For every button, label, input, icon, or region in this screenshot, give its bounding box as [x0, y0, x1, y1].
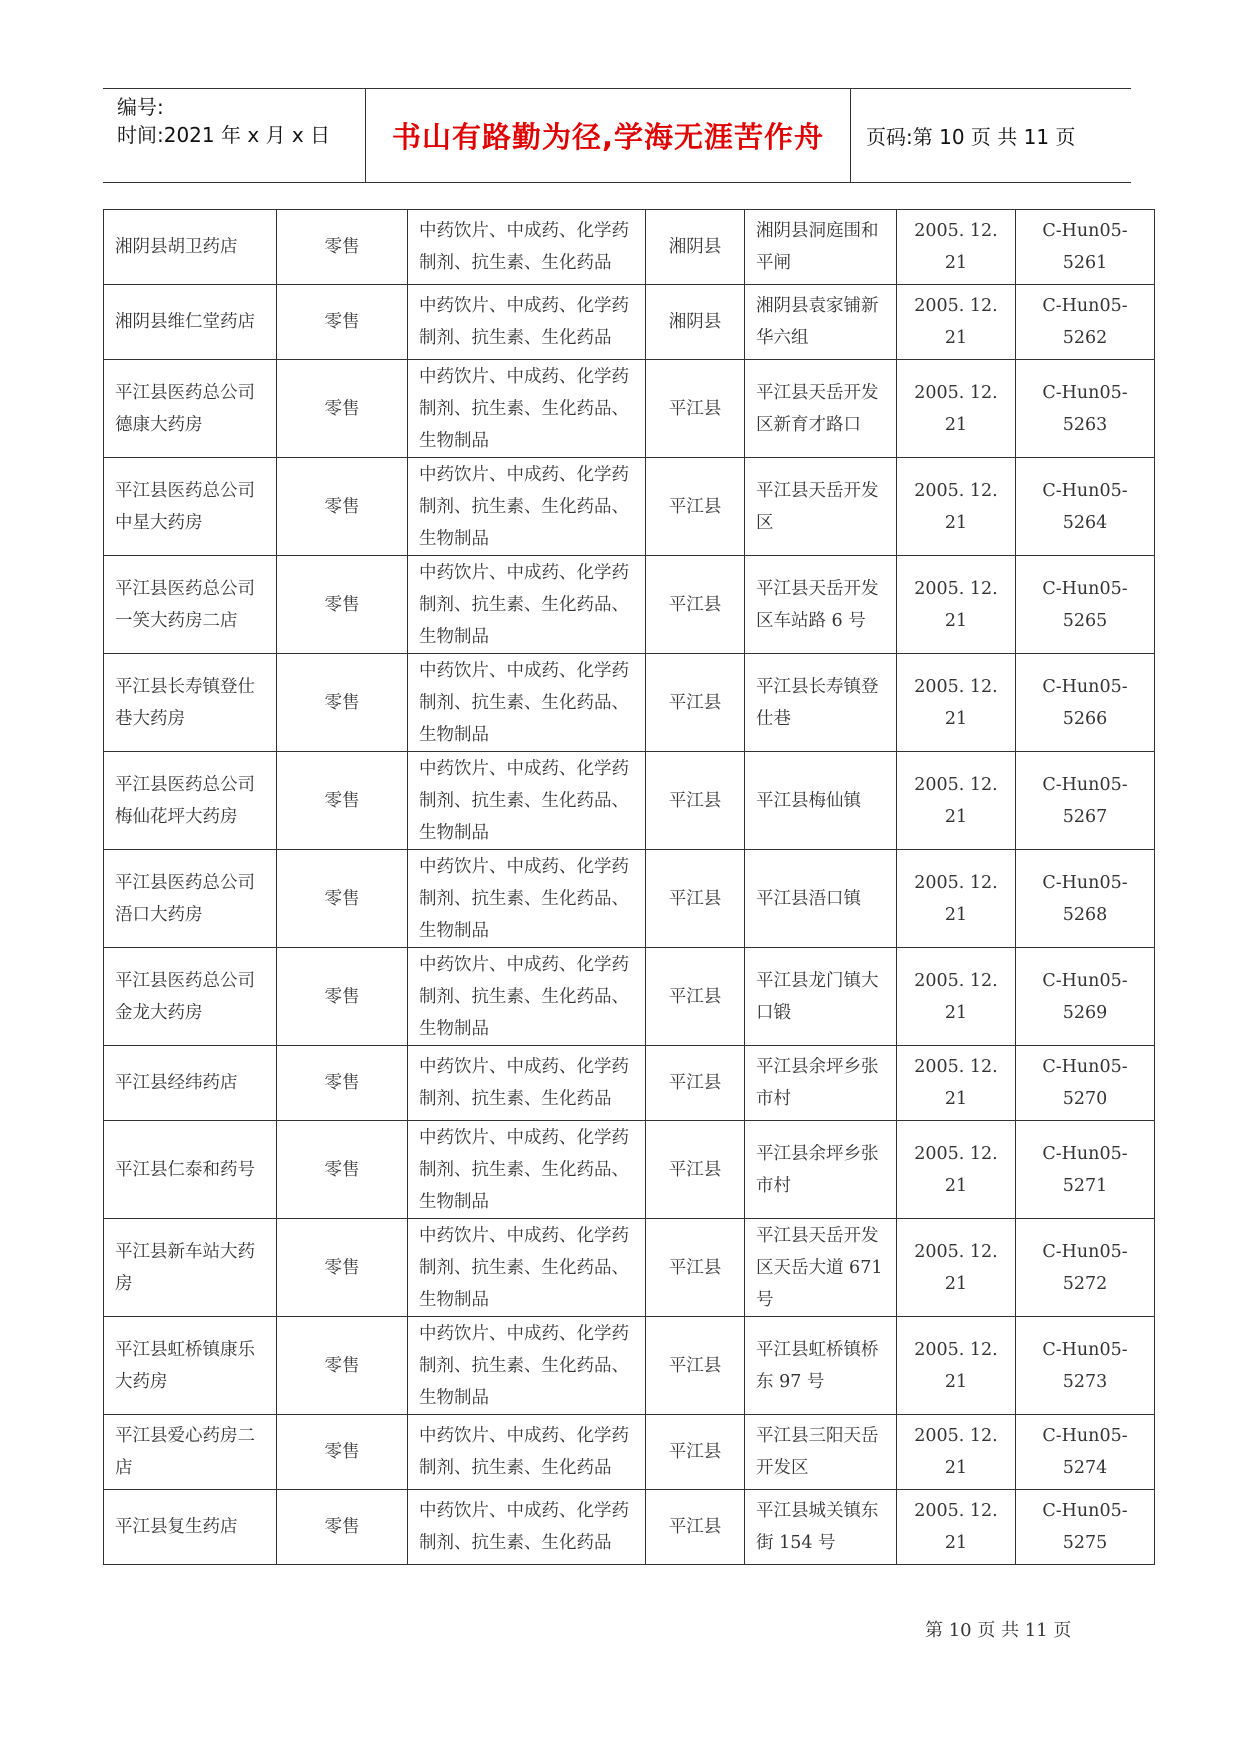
pharmacy-table — [103, 209, 1155, 1565]
table-body — [104, 210, 1155, 1565]
table-row — [104, 1121, 1155, 1219]
table-row — [104, 458, 1155, 556]
certificate-code-cell: C-Hun05-5261 — [1016, 210, 1155, 285]
pharmacy-name-cell: 平江县医药总公司梅仙花坪大药房 — [104, 752, 277, 850]
business-scope-cell: 中药饮片、中成药、化学药制剂、抗生素、生化药品、生物制品 — [408, 850, 646, 948]
certificate-code-cell: C-Hun05-5264 — [1016, 458, 1155, 556]
address-cell: 平江县余坪乡张市村 — [745, 1121, 897, 1219]
address-cell: 平江县余坪乡张市村 — [745, 1046, 897, 1121]
business-type-cell: 零售 — [277, 285, 408, 360]
county-cell: 平江县 — [646, 948, 745, 1046]
header-left-cell — [103, 89, 366, 182]
business-type-cell: 零售 — [277, 654, 408, 752]
business-scope-cell: 中药饮片、中成药、化学药制剂、抗生素、生化药品 — [408, 1046, 646, 1121]
county-cell: 湘阴县 — [646, 285, 745, 360]
address-cell: 平江县浯口镇 — [745, 850, 897, 948]
header-motto: 书山有路勤为径,学海无涯苦作舟 — [391, 120, 825, 154]
county-cell: 平江县 — [646, 1490, 745, 1565]
business-scope-cell: 中药饮片、中成药、化学药制剂、抗生素、生化药品、生物制品 — [408, 360, 646, 458]
issue-date-cell: 2005. 12. 21 — [897, 360, 1016, 458]
table-row — [104, 210, 1155, 285]
certificate-code-cell: C-Hun05-5272 — [1016, 1219, 1155, 1317]
pharmacy-name-cell: 平江县医药总公司一笑大药房二店 — [104, 556, 277, 654]
business-scope-cell: 中药饮片、中成药、化学药制剂、抗生素、生化药品 — [408, 1415, 646, 1490]
pharmacy-name-cell: 平江县医药总公司中星大药房 — [104, 458, 277, 556]
county-cell: 平江县 — [646, 654, 745, 752]
business-type-cell: 零售 — [277, 458, 408, 556]
business-type-cell: 零售 — [277, 556, 408, 654]
address-cell: 平江县天岳开发区 — [745, 458, 897, 556]
business-scope-cell: 中药饮片、中成药、化学药制剂、抗生素、生化药品、生物制品 — [408, 752, 646, 850]
certificate-code-cell: C-Hun05-5269 — [1016, 948, 1155, 1046]
certificate-code-cell: C-Hun05-5275 — [1016, 1490, 1155, 1565]
pharmacy-name-cell: 平江县医药总公司浯口大药房 — [104, 850, 277, 948]
issue-date-cell: 2005. 12. 21 — [897, 1121, 1016, 1219]
business-type-cell: 零售 — [277, 360, 408, 458]
county-cell: 湘阴县 — [646, 210, 745, 285]
address-cell: 平江县虹桥镇桥东 97 号 — [745, 1317, 897, 1415]
business-type-cell: 零售 — [277, 1219, 408, 1317]
business-scope-cell: 中药饮片、中成药、化学药制剂、抗生素、生化药品、生物制品 — [408, 1219, 646, 1317]
business-scope-cell: 中药饮片、中成药、化学药制剂、抗生素、生化药品、生物制品 — [408, 1317, 646, 1415]
county-cell: 平江县 — [646, 458, 745, 556]
issue-date-cell: 2005. 12. 21 — [897, 1490, 1016, 1565]
table-row — [104, 1219, 1155, 1317]
certificate-code-cell: C-Hun05-5268 — [1016, 850, 1155, 948]
pharmacy-name-cell: 平江县新车站大药房 — [104, 1219, 277, 1317]
issue-date-cell: 2005. 12. 21 — [897, 948, 1016, 1046]
county-cell: 平江县 — [646, 1121, 745, 1219]
business-type-cell: 零售 — [277, 1317, 408, 1415]
address-cell: 平江县天岳开发区新育才路口 — [745, 360, 897, 458]
business-scope-cell: 中药饮片、中成药、化学药制剂、抗生素、生化药品 — [408, 210, 646, 285]
business-scope-cell: 中药饮片、中成药、化学药制剂、抗生素、生化药品、生物制品 — [408, 654, 646, 752]
pharmacy-name-cell: 平江县虹桥镇康乐大药房 — [104, 1317, 277, 1415]
county-cell: 平江县 — [646, 752, 745, 850]
table-row — [104, 850, 1155, 948]
issue-date-cell: 2005. 12. 21 — [897, 654, 1016, 752]
business-type-cell: 零售 — [277, 1490, 408, 1565]
business-type-cell: 零售 — [277, 948, 408, 1046]
issue-date-cell: 2005. 12. 21 — [897, 556, 1016, 654]
address-cell: 平江县城关镇东街 154 号 — [745, 1490, 897, 1565]
certificate-code-cell: C-Hun05-5267 — [1016, 752, 1155, 850]
table-row — [104, 360, 1155, 458]
certificate-code-cell: C-Hun05-5273 — [1016, 1317, 1155, 1415]
pharmacy-name-cell: 湘阴县维仁堂药店 — [104, 285, 277, 360]
county-cell: 平江县 — [646, 556, 745, 654]
address-cell: 平江县天岳开发区天岳大道 671 号 — [745, 1219, 897, 1317]
table-row — [104, 285, 1155, 360]
business-type-cell: 零售 — [277, 1415, 408, 1490]
county-cell: 平江县 — [646, 1317, 745, 1415]
business-type-cell: 零售 — [277, 752, 408, 850]
business-scope-cell: 中药饮片、中成药、化学药制剂、抗生素、生化药品 — [408, 285, 646, 360]
table-row — [104, 948, 1155, 1046]
county-cell: 平江县 — [646, 1046, 745, 1121]
table-row — [104, 1317, 1155, 1415]
pharmacy-name-cell: 平江县复生药店 — [104, 1490, 277, 1565]
table-row — [104, 1490, 1155, 1565]
county-cell: 平江县 — [646, 360, 745, 458]
business-type-cell: 零售 — [277, 850, 408, 948]
table-row — [104, 1415, 1155, 1490]
table-row — [104, 654, 1155, 752]
pharmacy-name-cell: 平江县经纬药店 — [104, 1046, 277, 1121]
address-cell: 湘阴县洞庭围和平闸 — [745, 210, 897, 285]
document-time-label: 时间:2021 年 x 月 x 日 — [117, 123, 331, 147]
county-cell: 平江县 — [646, 1219, 745, 1317]
certificate-code-cell: C-Hun05-5274 — [1016, 1415, 1155, 1490]
business-type-cell: 零售 — [277, 1046, 408, 1121]
address-cell: 平江县梅仙镇 — [745, 752, 897, 850]
address-cell: 平江县天岳开发区车站路 6 号 — [745, 556, 897, 654]
county-cell: 平江县 — [646, 1415, 745, 1490]
page-header — [103, 88, 1131, 183]
certificate-code-cell: C-Hun05-5270 — [1016, 1046, 1155, 1121]
header-motto-cell — [366, 89, 851, 182]
issue-date-cell: 2005. 12. 21 — [897, 1317, 1016, 1415]
certificate-code-cell: C-Hun05-5262 — [1016, 285, 1155, 360]
business-scope-cell: 中药饮片、中成药、化学药制剂、抗生素、生化药品、生物制品 — [408, 1121, 646, 1219]
issue-date-cell: 2005. 12. 21 — [897, 458, 1016, 556]
issue-date-cell: 2005. 12. 21 — [897, 285, 1016, 360]
table-row — [104, 556, 1155, 654]
pharmacy-name-cell: 平江县医药总公司金龙大药房 — [104, 948, 277, 1046]
business-type-cell: 零售 — [277, 1121, 408, 1219]
county-cell: 平江县 — [646, 850, 745, 948]
business-scope-cell: 中药饮片、中成药、化学药制剂、抗生素、生化药品 — [408, 1490, 646, 1565]
issue-date-cell: 2005. 12. 21 — [897, 752, 1016, 850]
issue-date-cell: 2005. 12. 21 — [897, 850, 1016, 948]
document-number-label: 编号: — [117, 95, 164, 119]
header-page-info: 页码:第 10 页 共 11 页 — [866, 125, 1076, 149]
pharmacy-name-cell: 湘阴县胡卫药店 — [104, 210, 277, 285]
address-cell: 平江县三阳天岳开发区 — [745, 1415, 897, 1490]
address-cell: 平江县龙门镇大口锻 — [745, 948, 897, 1046]
address-cell: 湘阴县袁家铺新华六组 — [745, 285, 897, 360]
address-cell: 平江县长寿镇登仕巷 — [745, 654, 897, 752]
business-scope-cell: 中药饮片、中成药、化学药制剂、抗生素、生化药品、生物制品 — [408, 948, 646, 1046]
pharmacy-name-cell: 平江县爱心药房二店 — [104, 1415, 277, 1490]
table-row — [104, 1046, 1155, 1121]
certificate-code-cell: C-Hun05-5266 — [1016, 654, 1155, 752]
certificate-code-cell: C-Hun05-5265 — [1016, 556, 1155, 654]
pharmacy-name-cell: 平江县长寿镇登仕巷大药房 — [104, 654, 277, 752]
pharmacy-name-cell: 平江县医药总公司德康大药房 — [104, 360, 277, 458]
certificate-code-cell: C-Hun05-5271 — [1016, 1121, 1155, 1219]
business-scope-cell: 中药饮片、中成药、化学药制剂、抗生素、生化药品、生物制品 — [408, 458, 646, 556]
business-scope-cell: 中药饮片、中成药、化学药制剂、抗生素、生化药品、生物制品 — [408, 556, 646, 654]
issue-date-cell: 2005. 12. 21 — [897, 210, 1016, 285]
page-footer: 第 10 页 共 11 页 — [925, 1620, 1072, 1641]
business-type-cell: 零售 — [277, 210, 408, 285]
issue-date-cell: 2005. 12. 21 — [897, 1046, 1016, 1121]
issue-date-cell: 2005. 12. 21 — [897, 1219, 1016, 1317]
issue-date-cell: 2005. 12. 21 — [897, 1415, 1016, 1490]
header-page-cell — [852, 89, 1131, 182]
table-row — [104, 752, 1155, 850]
pharmacy-name-cell: 平江县仁泰和药号 — [104, 1121, 277, 1219]
certificate-code-cell: C-Hun05-5263 — [1016, 360, 1155, 458]
